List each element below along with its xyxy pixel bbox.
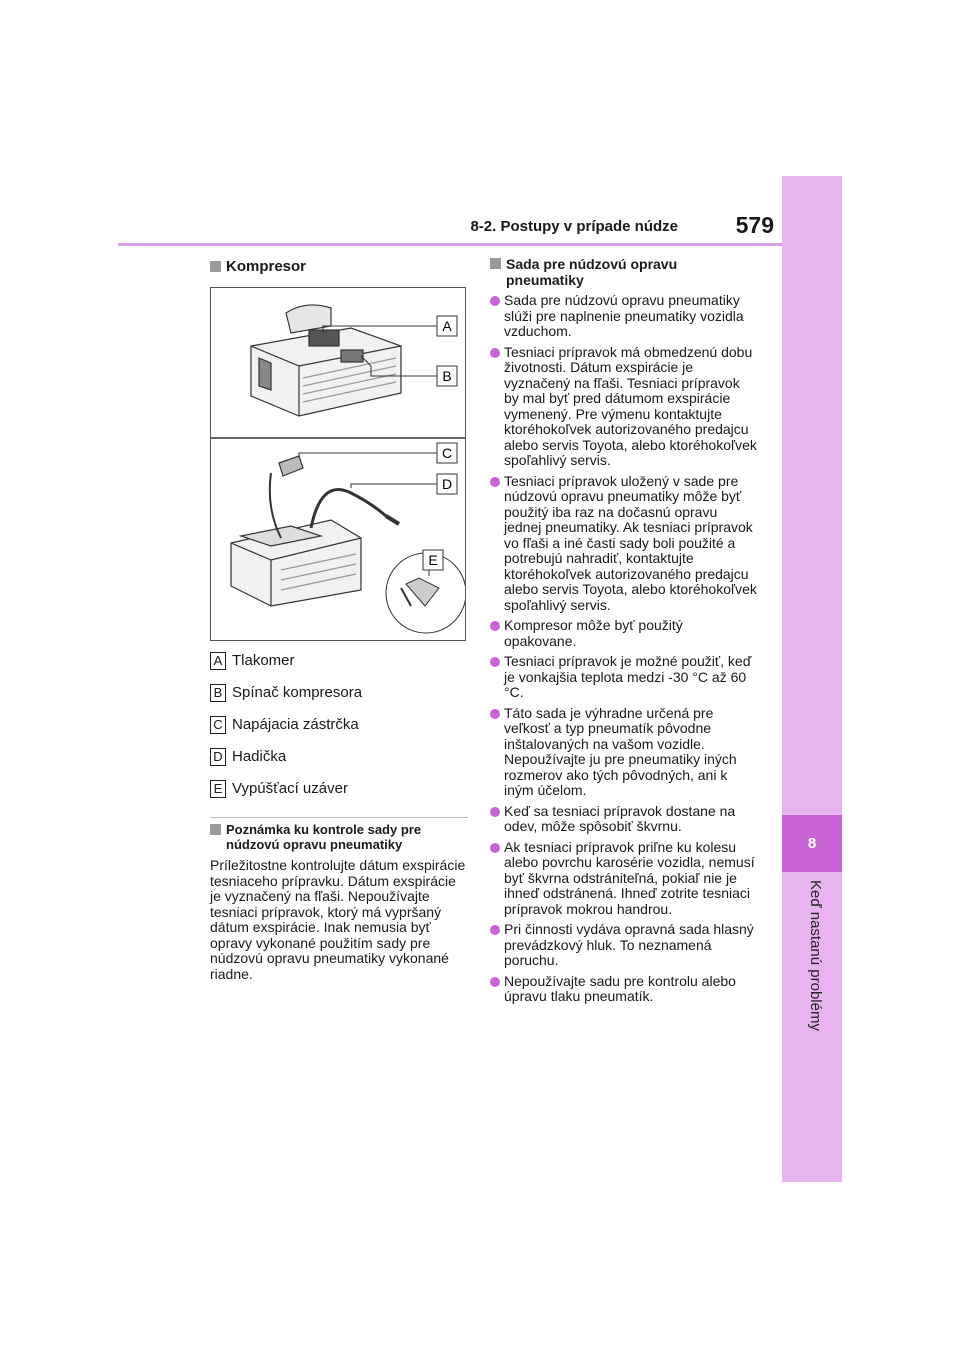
section-title: 8-2. Postupy v prípade núdze: [470, 218, 678, 235]
legend-text: Vypúšťací uzáver: [232, 780, 348, 797]
bullet-text: Tesniaci prípravok má obmedzenú dobu životnosti. Dátum exspirácie je vyznačený na fľaši. Tesniaci prípravok by mal byť pred dátumom exspirácie vymenený. Pre výmenu kontaktujte ktoréhokoľvek autorizovaného predajcu alebo servis Toyota, alebo ktoréhokoľvek spoľahlivý servis.: [504, 343, 757, 468]
bullet-dot-icon: [490, 477, 500, 487]
list-item: [490, 345, 758, 469]
header-rule: [118, 243, 782, 246]
note-heading-text: Poznámka ku kontrole sady pre núdzovú opravu pneumatiky: [226, 822, 422, 852]
square-bullet-icon: [490, 258, 501, 269]
note-heading: [210, 822, 468, 852]
bullet-text: Pri činnosti vydáva opravná sada hlasný prevádzkový hluk. To neznamená poruchu.: [504, 921, 754, 968]
label-b: B: [442, 368, 452, 384]
legend-item: [210, 709, 468, 741]
bullet-dot-icon: [490, 348, 500, 358]
bullet-dot-icon: [490, 621, 500, 631]
list-item: [490, 804, 758, 835]
bullet-dot-icon: [490, 843, 500, 853]
bullet-dot-icon: [490, 296, 500, 306]
legend-text: Tlakomer: [232, 652, 295, 669]
note-section: [210, 817, 468, 982]
bullet-dot-icon: [490, 657, 500, 667]
legend-item: [210, 645, 468, 677]
figure-legend: [210, 645, 468, 805]
legend-letter: D: [210, 748, 226, 766]
list-item: [490, 922, 758, 969]
legend-text: Napájacia zástrčka: [232, 716, 359, 733]
bullet-text: Keď sa tesniaci prípravok dostane na odev, môže spôsobiť škvrnu.: [504, 802, 736, 834]
bullet-dot-icon: [490, 977, 500, 987]
legend-item: [210, 741, 468, 773]
label-d: D: [441, 476, 453, 492]
chapter-title: Keď nastanú problémy: [807, 880, 824, 1031]
bullet-dot-icon: [490, 925, 500, 935]
label-e: E: [428, 552, 438, 568]
list-item: [490, 474, 758, 614]
list-item: [490, 654, 758, 701]
list-item: [490, 840, 758, 918]
note-text: Príležitostne kontrolujte dátum exspirácie tesniaceho prípravku. Dátum exspirácie je vyznačený na fľaši. Nepoužívajte tesniaci prípravok, ktorý má vypršaný dátum exspirácie. Inak nemusia byť opravy vykonané použitím sady pre núdzovú opravu pneumatiky vykonané riadne.: [210, 857, 466, 982]
legend-text: Spínač kompresora: [232, 684, 363, 701]
bullet-text: Ak tesniaci prípravok priľne ku kolesu alebo povrchu karosérie vozidla, nemusí byť škvrna odstrániteľná, pokiaľ nie je ihneď odstránená. Ihneď zotrite tesniaci prípravok mokrou handrou.: [504, 838, 755, 917]
square-bullet-icon: [210, 824, 221, 835]
legend-letter: B: [210, 684, 226, 702]
bullet-text: Tesniaci prípravok uložený v sade pre núdzovú opravu pneumatiky môže byť použitý iba raz na dočasnú opravu jednej pneumatiky. Ak tesniaci prípravok vo fľaši a iné časti sady boli použité a potrebujú nahradiť, kontaktujte ktoréhokoľvek autorizovaného predajcu alebo servis Toyota, alebo ktoréhokoľvek spoľahlivý servis.: [504, 472, 757, 613]
compressor-figure: [210, 287, 466, 641]
square-bullet-icon: [210, 261, 221, 272]
bullet-text: Nepoužívajte sadu pre kontrolu alebo úpravu tlaku pneumatík.: [504, 972, 736, 1004]
page-number: 579: [735, 212, 774, 238]
legend-letter: C: [210, 716, 226, 734]
compressor-bottom-view: [231, 456, 399, 606]
bullet-dot-icon: [490, 807, 500, 817]
list-item: [490, 706, 758, 799]
compressor-illustration: [211, 288, 465, 640]
kit-heading-text: Sada pre núdzovú opravu pneumatiky: [506, 256, 678, 288]
kompresor-heading: [210, 259, 468, 275]
legend-letter: E: [210, 780, 226, 798]
bullet-text: Táto sada je výhradne určená pre veľkosť a typ pneumatík pôvodne inštalovaných na vašom vozidle. Nepoužívajte ju pre pneumatiky iných rozmerov ako tých pôvodných, ani k iným účelom.: [504, 704, 737, 798]
bullet-text: Kompresor môže byť použitý opakovane.: [504, 617, 683, 649]
legend-item: [210, 677, 468, 709]
bullet-text: Tesniaci prípravok je možné použiť, keď je vonkajšia teplota medzi -30 °C až 60 °C.: [504, 653, 752, 700]
compressor-top-view: [251, 305, 401, 416]
bullet-dot-icon: [490, 709, 500, 719]
kit-heading: [490, 256, 758, 288]
list-item: [490, 618, 758, 649]
list-item: [490, 974, 758, 1005]
label-a: A: [442, 318, 452, 334]
bullet-text: Sada pre núdzovú opravu pneumatiky slúži pre naplnenie pneumatiky vozidla vzduchom.: [504, 292, 744, 339]
chapter-number: 8: [782, 815, 842, 872]
label-c: C: [441, 445, 453, 461]
legend-item: [210, 773, 468, 805]
left-column: [210, 253, 468, 982]
list-item: [490, 293, 758, 340]
legend-text: Hadička: [232, 748, 287, 765]
kompresor-heading-text: Kompresor: [226, 258, 307, 275]
legend-letter: A: [210, 652, 226, 670]
right-column: [490, 253, 758, 1005]
